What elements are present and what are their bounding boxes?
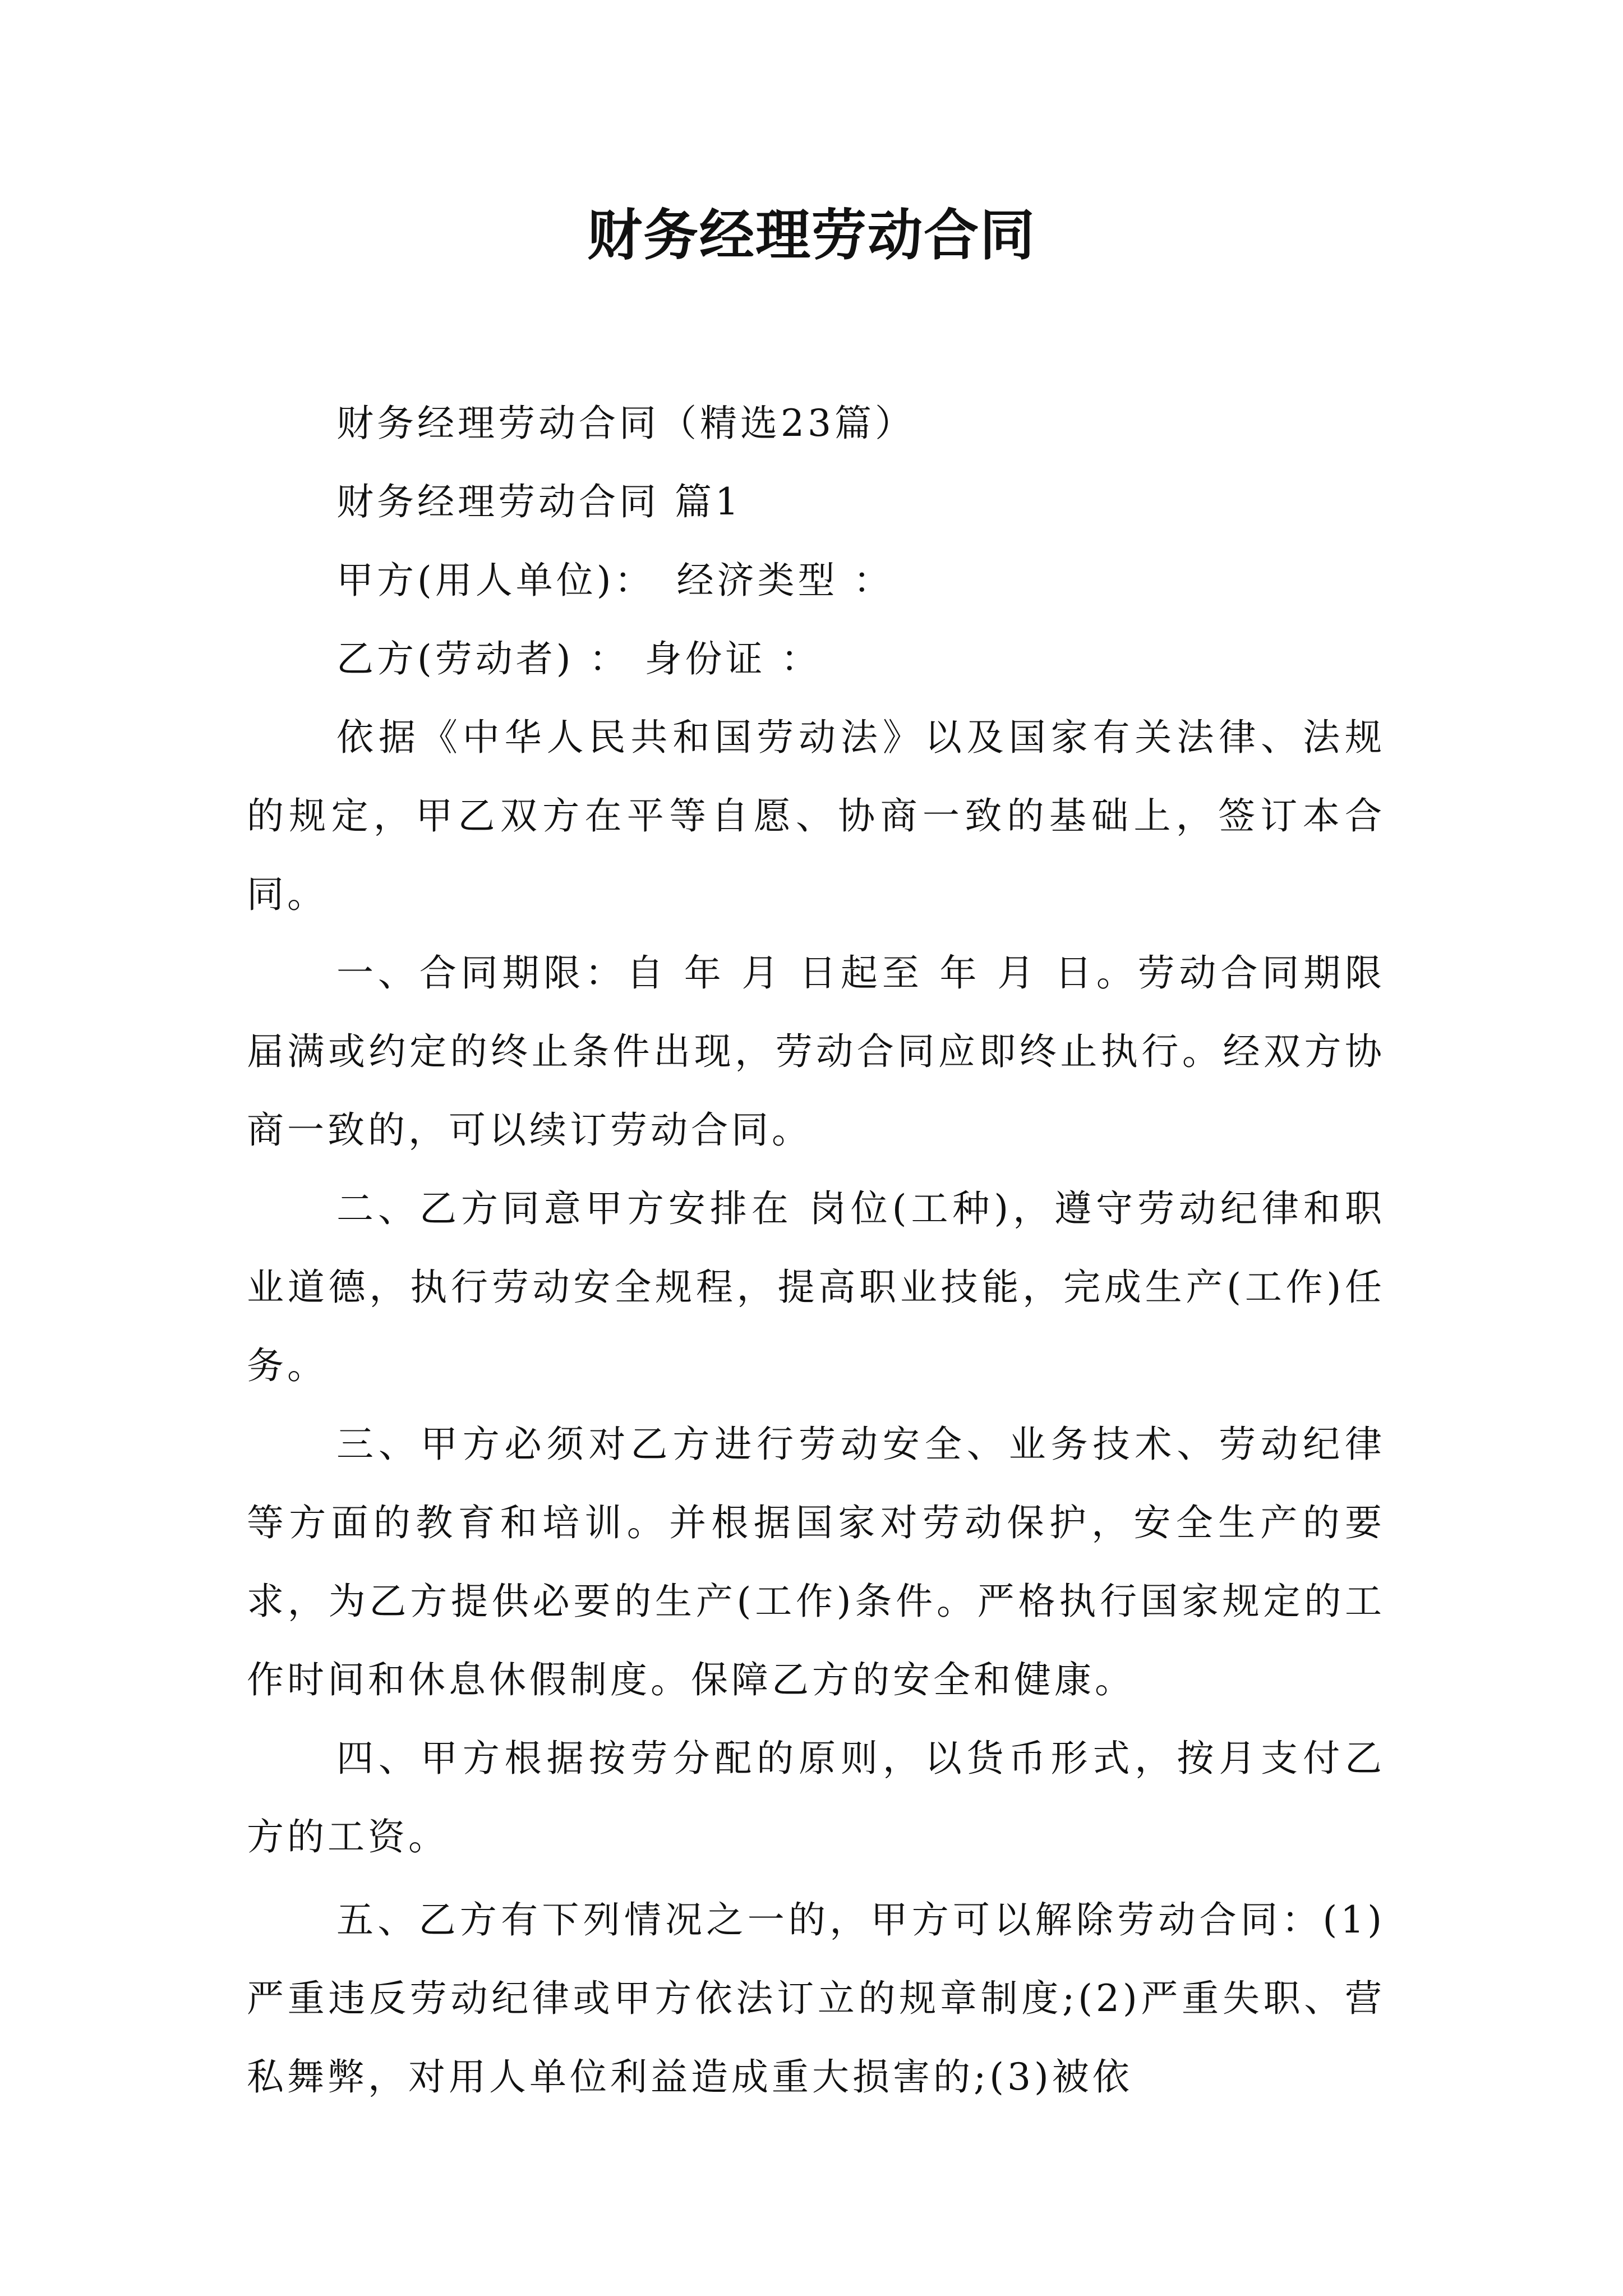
paragraph-clause-5: 五、乙方有下列情况之一的，甲方可以解除劳动合同：(1)严重违反劳动纪律或甲方依法订立的规章制度;(2)严重失职、营私舞弊，对用人单位利益造成重大损害的;(3)被依	[247, 1898, 1385, 2099]
paragraph-party-b: 乙方(劳动者) ： 身份证 ：	[336, 637, 822, 680]
paragraph-clause-4: 四、甲方根据按劳分配的原则，以货币形式，按月支付乙方的工资。	[247, 1737, 1385, 1858]
paragraph-party-a: 甲方(用人单位)： 经济类型 ：	[336, 559, 894, 602]
paragraph-clause-2: 二、乙方同意甲方安排在 岗位(工种)，遵守劳动纪律和职业道德，执行劳动安全规程，提高职业技能，完成生产(工作)任务。	[247, 1187, 1385, 1387]
paragraph-subtitle: 财务经理劳动合同（精选23篇）	[336, 402, 915, 445]
document-body	[247, 384, 1385, 2116]
paragraph-clause-3: 三、甲方必须对乙方进行劳动安全、业务技术、劳动纪律等方面的教育和培训。并根据国家对劳动保护，安全生产的要求，为乙方提供必要的生产(工作)条件。严格执行国家规定的工作时间和休息休假制度。保障乙方的安全和健康。	[247, 1423, 1385, 1701]
document-title: 财务经理劳动合同	[587, 204, 1036, 268]
paragraph-clause-1: 一、合同期限：自 年 月 日起至 年 月 日。劳动合同期限届满或约定的终止条件出现，劳动合同应即终止执行。经双方协商一致的，可以续订劳动合同。	[247, 951, 1385, 1152]
paragraph-preamble: 依据《中华人民共和国劳动法》以及国家有关法律、法规的规定，甲乙双方在平等自愿、协商一致的基础上，签订本合同。	[247, 716, 1385, 916]
paragraph-section-heading: 财务经理劳动合同 篇1	[336, 480, 742, 523]
